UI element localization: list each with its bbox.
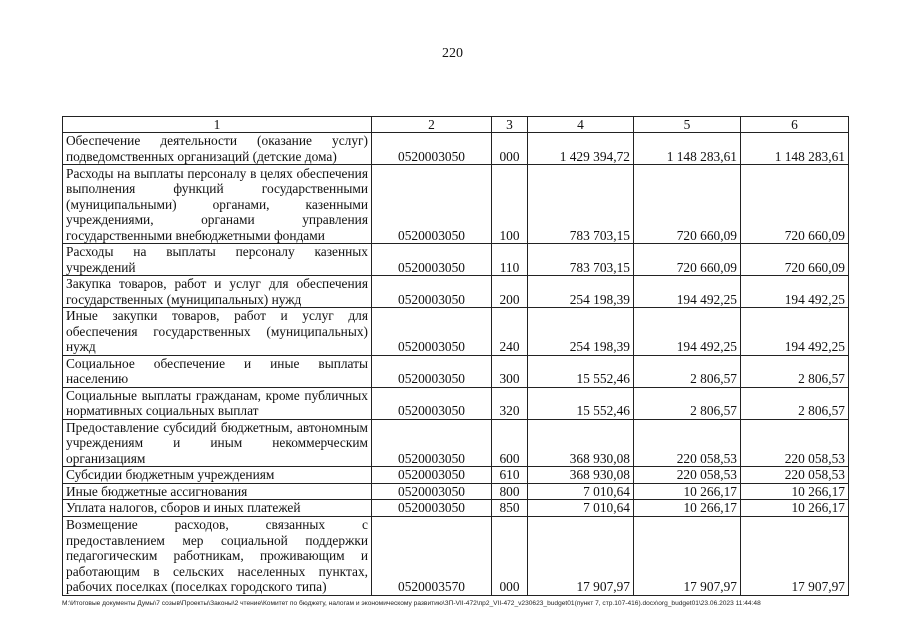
row-name-cell: Предоставление субсидий бюджетным, автономным учреждениям и иным некоммерческим организациям xyxy=(63,419,372,467)
row-value-1-cell: 7 010,64 xyxy=(528,500,634,517)
row-value-1-cell: 783 703,15 xyxy=(528,244,634,276)
row-expense-type-cell: 100 xyxy=(492,165,528,244)
column-header: 4 xyxy=(528,117,634,133)
row-value-2-cell: 1 148 283,61 xyxy=(634,133,741,165)
column-header: 6 xyxy=(741,117,849,133)
row-value-2-cell: 720 660,09 xyxy=(634,165,741,244)
row-value-2-cell: 17 907,97 xyxy=(634,516,741,595)
row-value-3-cell: 720 660,09 xyxy=(741,165,849,244)
table-row xyxy=(63,308,849,356)
table-row xyxy=(63,387,849,419)
row-expense-type-cell: 800 xyxy=(492,483,528,500)
column-header: 2 xyxy=(372,117,492,133)
table-header-row xyxy=(63,117,849,133)
row-value-2-cell: 220 058,53 xyxy=(634,419,741,467)
row-name-cell: Социальное обеспечение и иные выплаты населению xyxy=(63,355,372,387)
row-value-1-cell: 17 907,97 xyxy=(528,516,634,595)
row-value-1-cell: 7 010,64 xyxy=(528,483,634,500)
table-row xyxy=(63,133,849,165)
table-row xyxy=(63,467,849,484)
budget-table xyxy=(62,116,849,596)
row-value-1-cell: 15 552,46 xyxy=(528,355,634,387)
row-value-3-cell: 220 058,53 xyxy=(741,419,849,467)
table-row xyxy=(63,244,849,276)
row-value-2-cell: 10 266,17 xyxy=(634,483,741,500)
row-name-cell: Расходы на выплаты персоналу в целях обеспечения выполнения функций государственными (муниципальными) органами, казенными учреждениями, органами управления государственными внебюджетными фондами xyxy=(63,165,372,244)
row-value-1-cell: 368 930,08 xyxy=(528,419,634,467)
row-value-1-cell: 254 198,39 xyxy=(528,308,634,356)
row-value-2-cell: 720 660,09 xyxy=(634,244,741,276)
row-name-cell: Субсидии бюджетным учреждениям xyxy=(63,467,372,484)
row-value-1-cell: 368 930,08 xyxy=(528,467,634,484)
row-expense-type-cell: 320 xyxy=(492,387,528,419)
row-expense-type-cell: 000 xyxy=(492,516,528,595)
table-row xyxy=(63,165,849,244)
table-row xyxy=(63,276,849,308)
row-value-1-cell: 15 552,46 xyxy=(528,387,634,419)
row-value-1-cell: 1 429 394,72 xyxy=(528,133,634,165)
table-row xyxy=(63,516,849,595)
table-row xyxy=(63,419,849,467)
row-value-1-cell: 254 198,39 xyxy=(528,276,634,308)
row-code-cell: 0520003050 xyxy=(372,500,492,517)
row-expense-type-cell: 200 xyxy=(492,276,528,308)
row-name-cell: Социальные выплаты гражданам, кроме публичных нормативных социальных выплат xyxy=(63,387,372,419)
row-expense-type-cell: 300 xyxy=(492,355,528,387)
row-value-3-cell: 2 806,57 xyxy=(741,355,849,387)
row-value-3-cell: 1 148 283,61 xyxy=(741,133,849,165)
row-expense-type-cell: 600 xyxy=(492,419,528,467)
row-value-2-cell: 194 492,25 xyxy=(634,276,741,308)
row-code-cell: 0520003050 xyxy=(372,308,492,356)
row-expense-type-cell: 000 xyxy=(492,133,528,165)
row-code-cell: 0520003050 xyxy=(372,483,492,500)
table-row xyxy=(63,500,849,517)
row-expense-type-cell: 610 xyxy=(492,467,528,484)
row-value-3-cell: 194 492,25 xyxy=(741,308,849,356)
row-code-cell: 0520003050 xyxy=(372,244,492,276)
row-code-cell: 0520003050 xyxy=(372,419,492,467)
row-name-cell: Иные бюджетные ассигнования xyxy=(63,483,372,500)
row-value-3-cell: 2 806,57 xyxy=(741,387,849,419)
row-code-cell: 0520003050 xyxy=(372,387,492,419)
row-value-2-cell: 10 266,17 xyxy=(634,500,741,517)
row-value-3-cell: 720 660,09 xyxy=(741,244,849,276)
table-row xyxy=(63,355,849,387)
row-name-cell: Обеспечение деятельности (оказание услуг) подведомственных организаций (детские дома) xyxy=(63,133,372,165)
row-code-cell: 0520003050 xyxy=(372,276,492,308)
row-name-cell: Расходы на выплаты персоналу казенных учреждений xyxy=(63,244,372,276)
row-expense-type-cell: 110 xyxy=(492,244,528,276)
document-path-footer: M:\Итоговые документы Думы\7 созыв\Проекты\Законы\2 чтение\Комитет по бюджету, налогам и экономическому развитию\ЗП-VII-472\пр2_VII-472_v230623_budget01(пункт 7, стр.107-416).docx\org_budget01\23.06.2023 11:44:48 xyxy=(62,600,761,607)
row-value-3-cell: 220 058,53 xyxy=(741,467,849,484)
table-body xyxy=(63,133,849,596)
row-expense-type-cell: 240 xyxy=(492,308,528,356)
row-expense-type-cell: 850 xyxy=(492,500,528,517)
row-name-cell: Уплата налогов, сборов и иных платежей xyxy=(63,500,372,517)
row-name-cell: Возмещение расходов, связанных с предоставлением мер социальной поддержки педагогическим работникам, проживающим и работающим в сельских населенных пунктах, рабочих поселках (поселках городского типа) xyxy=(63,516,372,595)
row-value-3-cell: 10 266,17 xyxy=(741,500,849,517)
row-code-cell: 0520003050 xyxy=(372,467,492,484)
row-value-2-cell: 220 058,53 xyxy=(634,467,741,484)
row-code-cell: 0520003570 xyxy=(372,516,492,595)
row-value-2-cell: 2 806,57 xyxy=(634,355,741,387)
row-value-1-cell: 783 703,15 xyxy=(528,165,634,244)
row-value-2-cell: 2 806,57 xyxy=(634,387,741,419)
page-number: 220 xyxy=(442,46,463,61)
row-value-3-cell: 17 907,97 xyxy=(741,516,849,595)
table-row xyxy=(63,483,849,500)
row-code-cell: 0520003050 xyxy=(372,165,492,244)
column-header: 3 xyxy=(492,117,528,133)
column-header: 1 xyxy=(63,117,372,133)
row-name-cell: Закупка товаров, работ и услуг для обеспечения государственных (муниципальных) нужд xyxy=(63,276,372,308)
row-name-cell: Иные закупки товаров, работ и услуг для обеспечения государственных (муниципальных) нужд xyxy=(63,308,372,356)
row-value-2-cell: 194 492,25 xyxy=(634,308,741,356)
row-value-3-cell: 10 266,17 xyxy=(741,483,849,500)
row-value-3-cell: 194 492,25 xyxy=(741,276,849,308)
row-code-cell: 0520003050 xyxy=(372,133,492,165)
column-header: 5 xyxy=(634,117,741,133)
row-code-cell: 0520003050 xyxy=(372,355,492,387)
